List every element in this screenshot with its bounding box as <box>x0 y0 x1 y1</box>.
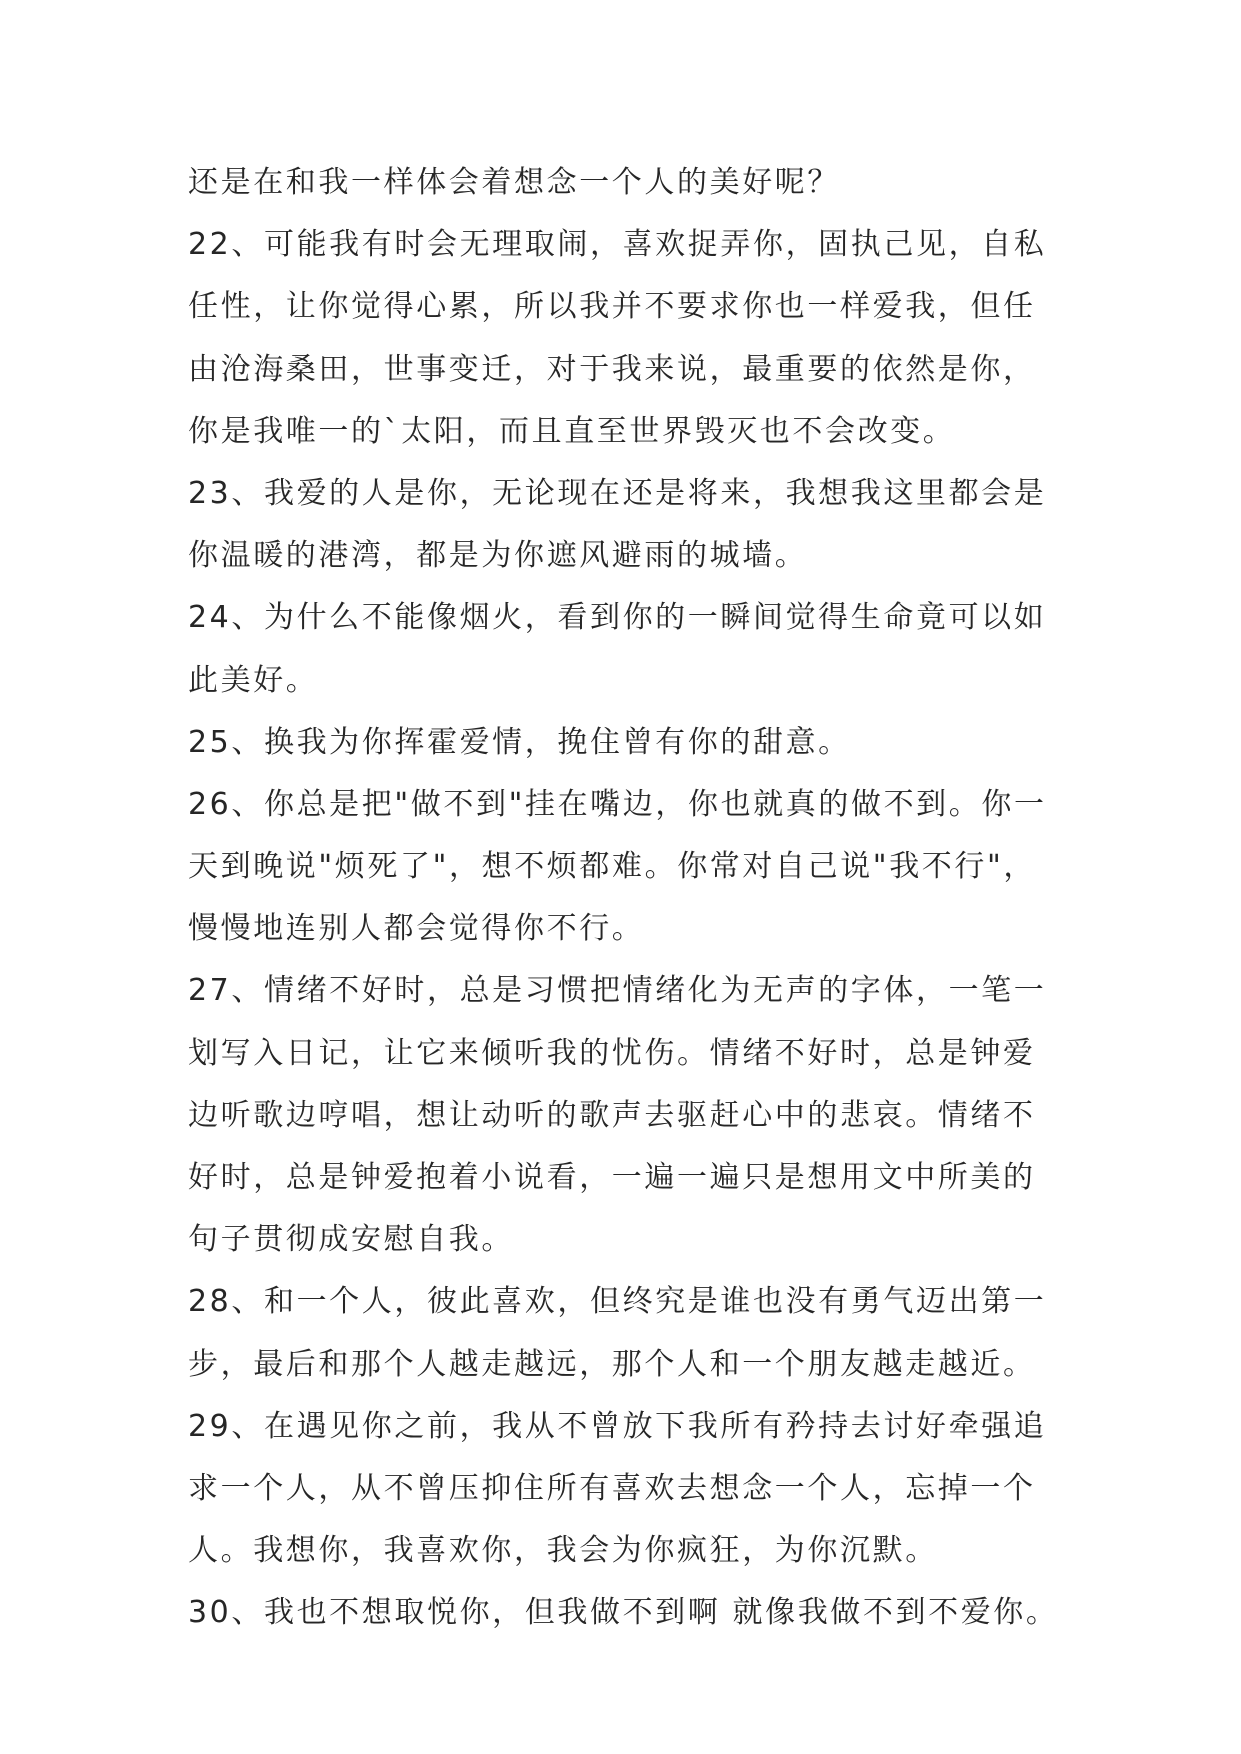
text-line: 25、换我为你挥霍爱情，挽住曾有你的甜意。 <box>188 724 851 760</box>
text-line: 22、可能我有时会无理取闹，喜欢捉弄你，固执己见，自私 <box>188 227 1047 263</box>
text-line: 边听歌边哼唱，想让动听的歌声去驱赶心中的悲哀。情绪不 <box>188 1097 1036 1133</box>
text-line: 24、为什么不能像烟火，看到你的一瞬间觉得生命竟可以如 <box>188 600 1047 636</box>
text-line: 此美好。 <box>188 662 319 698</box>
text-line: 天到晚说"烦死了"，想不烦都难。你常对自己说"我不行"， <box>188 849 1036 885</box>
text-line: 句子贯彻成安慰自我。 <box>188 1222 514 1258</box>
document-body <box>188 152 1088 1645</box>
text-line: 26、你总是把"做不到"挂在嘴边，你也就真的做不到。你一 <box>188 786 1047 822</box>
text-line: 慢慢地连别人都会觉得你不行。 <box>188 911 645 947</box>
text-line: 求一个人，从不曾压抑住所有喜欢去想念一个人，忘掉一个 <box>188 1470 1036 1506</box>
text-line: 由沧海桑田，世事变迁，对于我来说，最重要的依然是你， <box>188 351 1036 387</box>
text-line: 23、我爱的人是你，无论现在还是将来，我想我这里都会是 <box>188 475 1047 511</box>
text-line: 还是在和我一样体会着想念一个人的美好呢？ <box>188 165 840 200</box>
text-line: 27、情绪不好时，总是习惯把情绪化为无声的字体，一笔一 <box>188 973 1047 1009</box>
text-line: 任性，让你觉得心累，所以我并不要求你也一样爱我，但任 <box>188 289 1036 325</box>
text-line: 29、在遇见你之前，我从不曾放下我所有矜持去讨好牵强追 <box>188 1408 1047 1444</box>
text-line: 划写入日记，让它来倾听我的忧伤。情绪不好时，总是钟爱 <box>188 1035 1036 1071</box>
text-line: 好时，总是钟爱抱着小说看，一遍一遍只是想用文中所美的 <box>188 1160 1036 1195</box>
text-line: 人。我想你，我喜欢你，我会为你疯狂，为你沉默。 <box>188 1533 938 1569</box>
text-line: 你温暖的港湾，都是为你遮风避雨的城墙。 <box>188 538 808 574</box>
text-line: 步，最后和那个人越走越远，那个人和一个朋友越走越近。 <box>188 1346 1036 1382</box>
text-line: 28、和一个人，彼此喜欢，但终究是谁也没有勇气迈出第一 <box>188 1284 1047 1320</box>
text-line: 你是我唯一的`太阳，而且直至世界毁灭也不会改变。 <box>188 413 956 449</box>
text-line: 30、我也不想取悦你，但我做不到啊 就像我做不到不爱你。 <box>188 1595 1059 1631</box>
